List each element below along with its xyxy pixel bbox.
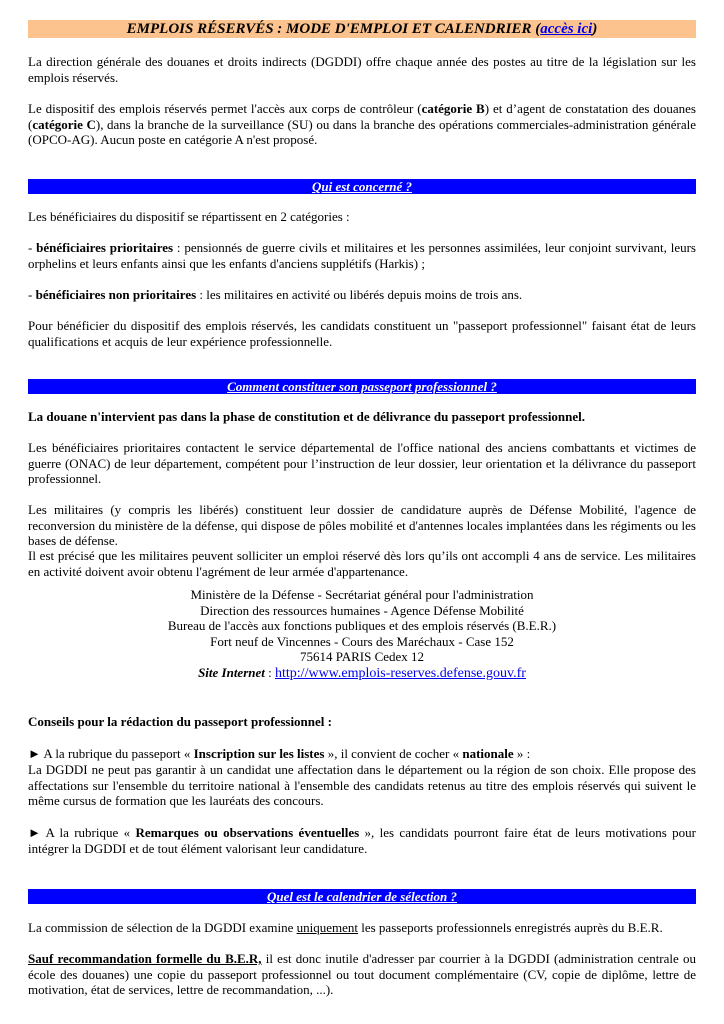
- text-span: il est donc inutile d'adresser par courrier à la DGDDI (administration centrale ou école des douanes) une copie du passeport professionnel ou tout document complémentaire (CV, copie de diplôme, lettre de motivation, état de services, lettre de recommandation, ...).: [28, 951, 696, 997]
- text-span: Le dispositif des emplois réservés permet l'accès aux corps de contrôleur (: [28, 101, 422, 116]
- paragraph: [28, 951, 696, 998]
- text-span: Sauf recommandation formelle du B.E.R,: [28, 951, 262, 966]
- text-span: catégorie C: [32, 116, 96, 132]
- text-span: », il convient de cocher «: [324, 746, 463, 761]
- text-span: : les militaires en activité ou libérés depuis moins de trois ans.: [196, 287, 523, 302]
- section-heading-qui: Qui est concerné ?: [28, 179, 696, 194]
- bold-note: La douane n'intervient pas dans la phase de constitution et de délivrance du passeport professionnel.: [28, 409, 586, 424]
- conseil-2: [28, 825, 696, 856]
- text-span: » :: [513, 746, 531, 761]
- text-span: ► A la rubrique «: [28, 825, 136, 840]
- page-title: [28, 20, 696, 38]
- non-prioritaires-paragraph: [28, 287, 696, 303]
- text-span: -: [28, 287, 36, 302]
- text-span: ), dans la branche de la surveillance (SU) ou dans la branche des opérations commerciales-administration générale (OPCO-AG). Aucun poste en catégorie A n'est proposé.: [28, 116, 696, 147]
- text-span: uniquement: [296, 920, 358, 935]
- text-span: : pensionnés de guerre civils et militaires et les personnes assimilées, leur conjoint survivant, leurs orphelins et leurs enfants ainsi que les enfants d'anciens supplétifs (Harkis) ;: [28, 240, 696, 271]
- intro-paragraph: La direction générale des douanes et droits indirects (DGDDI) offre chaque année des postes au titre de la législation sur les emplois réservés.: [28, 54, 696, 85]
- text-span: ) et d’agent de constatation des douanes (: [28, 101, 696, 132]
- text-span: nationale: [462, 746, 514, 761]
- paragraph: Les bénéficiaires prioritaires contactent le service départemental de l'office national des anciens combattants et victimes de guerre (ONAC) de leur département, compétent pour l’instruction de leur dossier, leur orientation et la délivrance du passeport professionnel.: [28, 440, 696, 486]
- site-label: Site Internet: [198, 664, 265, 680]
- text-span: La commission de sélection de la DGDDI examine: [28, 920, 297, 935]
- site-link[interactable]: http://www.emplois-reserves.defense.gouv.fr: [275, 665, 526, 681]
- text-span: les passeports professionnels enregistrés auprès du B.E.R.: [357, 920, 663, 935]
- text-span: », les candidats pourront faire état de leurs motivations pour intégrer la DGDDI et de tout élément valorisant leur candidature.: [28, 825, 696, 856]
- text-span: catégorie B: [421, 101, 485, 116]
- section-heading-calendrier: Quel est le calendrier de sélection ?: [28, 889, 696, 904]
- title-close: ): [592, 21, 598, 37]
- title-text: EMPLOIS RÉSERVÉS : MODE D'EMPLOI ET CALENDRIER (: [126, 21, 541, 37]
- prioritaires-paragraph: [28, 240, 696, 271]
- text-span: [28, 665, 696, 682]
- text-span: ► A la rubrique du passeport «: [28, 746, 194, 761]
- text-span: bénéficiaires prioritaires: [36, 240, 174, 255]
- text-span: [198, 665, 265, 680]
- conseil-1: [28, 746, 696, 762]
- acces-ici-link[interactable]: accès ici: [540, 21, 593, 37]
- text-span: Remarques ou observations éventuelles: [135, 825, 360, 840]
- paragraph: [28, 920, 696, 936]
- dispositif-paragraph: [28, 101, 696, 148]
- address-line: Fort neuf de Vincennes - Cours des Maréchaux - Case 152: [210, 633, 514, 649]
- paragraph: Il est précisé que les militaires peuvent solliciter un emploi réservé dès lors qu’ils ont accompli 4 ans de service. Les militaires en activité doivent avoir obtenu l'agrément de leur armée d'appartenance.: [28, 548, 696, 579]
- text-span: Inscription sur les listes: [193, 746, 325, 761]
- paragraph: La DGDDI ne peut pas garantir à un candidat une affectation dans le département ou la région de son choix. Elle propose des affectations sur l'ensemble du territoire national à l'ensemble des candidats retenus au titre des emplois réservés qui suivent le même cursus de formation que les lauréats des concours.: [28, 762, 696, 808]
- text-span: -: [28, 240, 37, 255]
- section-heading-passeport: Comment constituer son passeport professionnel ?: [28, 379, 696, 394]
- conseils-heading: Conseils pour la rédaction du passeport professionnel :: [28, 714, 332, 729]
- paragraph: Les militaires (y compris les libérés) constituent leur dossier de candidature auprès de Défense Mobilité, l'agence de reconversion du ministère de la défense, qui dispose de pôles mobilité et d'antennes locales implantées dans les régiments ou les bases de défense.: [28, 502, 696, 548]
- paragraph: Les bénéficiaires du dispositif se répartissent en 2 catégories :: [28, 209, 350, 224]
- address-line: 75614 PARIS Cedex 12: [299, 649, 425, 664]
- address-line: Direction des ressources humaines - Agence Défense Mobilité: [200, 602, 524, 618]
- text-span: bénéficiaires non prioritaires: [35, 287, 197, 302]
- text-span: :: [264, 664, 276, 680]
- address-block: [28, 587, 696, 681]
- address-line: Ministère de la Défense - Secrétariat général pour l'administration: [190, 587, 534, 602]
- paragraph: Pour bénéficier du dispositif des emplois réservés, les candidats constituent un "passeport professionnel" faisant état de leurs qualifications et acquis de leur expérience professionnelle.: [28, 318, 696, 349]
- address-line: Bureau de l'accès aux fonctions publiques et des emplois réservés (B.E.R.): [167, 618, 557, 633]
